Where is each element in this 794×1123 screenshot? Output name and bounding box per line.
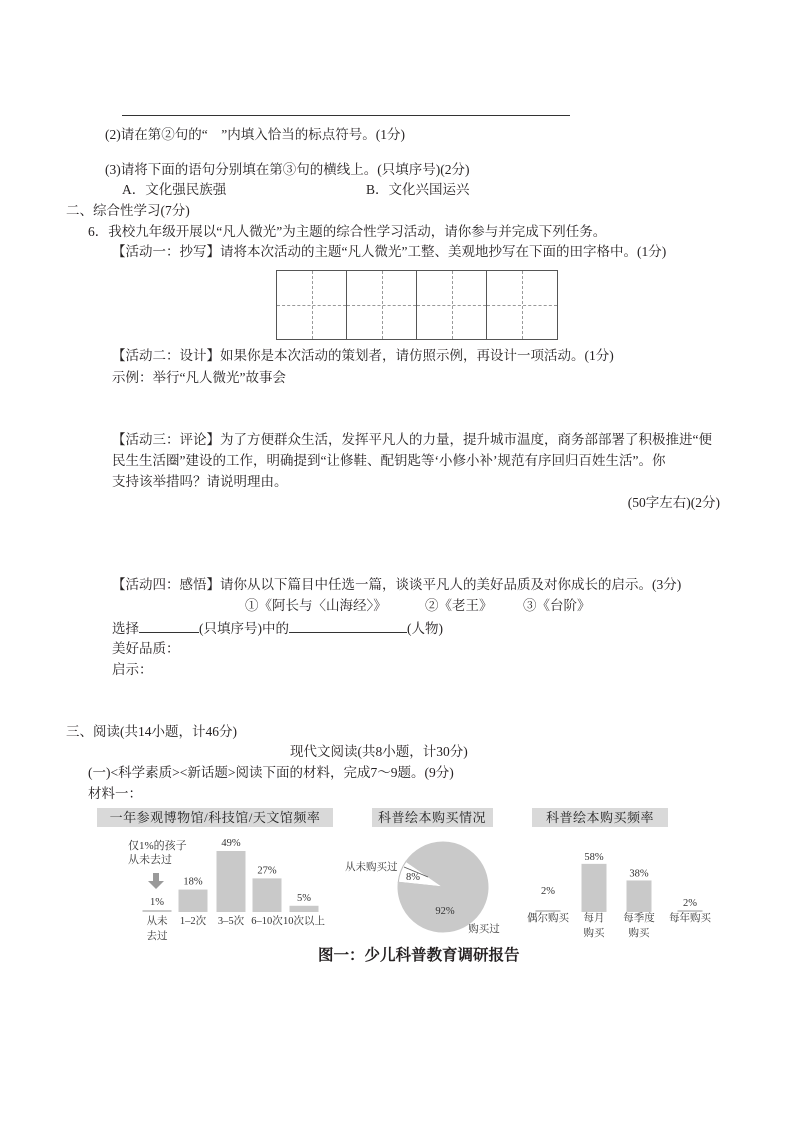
quality-label: 美好品质： — [112, 641, 180, 656]
grid-cell — [347, 271, 417, 339]
figure-caption: 图一：少儿科普教育调研报告 — [318, 947, 520, 964]
section-3-subheading: 现代文阅读(共8小题，计30分) — [290, 744, 468, 759]
grid-cell — [487, 271, 557, 339]
choose-prefix: 选择 — [112, 621, 139, 636]
frequency-category-label: 每月 — [583, 913, 605, 924]
visits-value-label: 27% — [257, 865, 277, 877]
frequency-value-label: 2% — [683, 898, 697, 909]
work-option: ③《台阶》 — [523, 598, 591, 613]
grid-cell — [417, 271, 487, 339]
frequency-category-label: 每季度 — [623, 913, 655, 924]
visits-note-line: 从未去过 — [128, 854, 172, 866]
activity-2-prompt: 【活动二：设计】如果你是本次活动的策划者，请仿照示例，再设计一项活动。(1分) — [112, 348, 614, 363]
visits-bar — [217, 851, 246, 912]
visits-category-label: 6–10次 — [251, 916, 283, 927]
frequency-bar — [678, 910, 703, 912]
down-arrow-icon — [148, 873, 164, 889]
pie-slice-label: 从未购买过 — [345, 862, 398, 873]
activity-1-prompt: 【活动一：抄写】请将本次活动的主题“凡人微光”工整、美观地抄写在下面的田字格中。(1分) — [112, 244, 667, 259]
material-label: 材料一： — [88, 786, 142, 801]
insight-label: 启示： — [112, 662, 153, 677]
question-6: 6．我校九年级开展以“凡人微光”为主题的综合性学习活动，请你参与并完成下列任务。 — [88, 224, 607, 239]
choose-line — [112, 620, 443, 637]
number-blank — [139, 620, 199, 633]
question-5-part-2: (2)请在第②句的“ ”内填入恰当的标点符号。(1分) — [105, 127, 405, 142]
pie-slice-label: 购买过 — [468, 924, 500, 935]
frequency-bar — [582, 864, 607, 912]
option-b: B．文化兴国运兴 — [366, 182, 470, 197]
answer-line — [122, 115, 570, 116]
frequency-bar — [536, 910, 561, 912]
section-2-heading: 二、综合性学习(7分) — [66, 203, 190, 218]
visits-value-label: 5% — [297, 892, 311, 904]
frequency-value-label: 2% — [541, 886, 555, 897]
activity-4-prompt: 【活动四：感悟】请你从以下篇目中任选一篇，谈谈平凡人的美好品质及对你成长的启示。(3分) — [112, 577, 682, 592]
section-3-heading: 三、阅读(共14小题，计46分) — [66, 724, 237, 739]
visits-bar — [290, 906, 319, 912]
visits-value-label: 49% — [221, 837, 241, 849]
purchase-frequency-chart-title: 科普绘本购买频率 — [545, 810, 655, 825]
pie-slice — [398, 842, 488, 932]
frequency-value-label: 58% — [584, 851, 604, 863]
choose-suffix: (人物) — [407, 621, 443, 636]
frequency-value-label: 38% — [629, 868, 649, 880]
pie-value-label: 8% — [406, 872, 420, 883]
frequency-category-label: 购买 — [628, 928, 650, 939]
visits-bar — [143, 910, 172, 912]
activity-3-line: 民生生活圈”建设的工作，明确提到“让修鞋、配钥匙等‘小修小补’规范有序回归百姓生活”。你 — [112, 453, 666, 468]
activity-3-line: 【活动三：评论】为了方便群众生活，发挥平凡人的力量，提升城市温度，商务部部署了积极推进“便 — [112, 432, 712, 447]
activity-3-score: (50字左右)(2分) — [627, 495, 720, 510]
frequency-bar — [627, 880, 652, 912]
visits-category-label: 10次以上 — [283, 916, 325, 927]
pie-value-label: 92% — [435, 906, 455, 917]
activity-3-line: 支持该举措吗？请说明理由。 — [112, 474, 288, 489]
question-5-part-3: (3)请将下面的语句分别填在第③句的横线上。(只填序号)(2分) — [105, 162, 470, 177]
activity-2-example: 示例：举行“凡人微光”故事会 — [112, 370, 286, 385]
reading-part-1-instructions: (一)<科学素质><新话题>阅读下面的材料，完成7～9题。(9分) — [88, 765, 454, 780]
option-a: A．文化强民族强 — [122, 182, 227, 197]
visits-note-line: 仅1%的孩子 — [128, 840, 187, 852]
visits-value-label: 18% — [183, 876, 203, 888]
work-option: ①《阿长与〈山海经〉》 — [245, 598, 387, 613]
choose-middle: (只填序号)中的 — [199, 621, 289, 636]
survey-figure — [0, 800, 794, 950]
frequency-category-label: 购买 — [583, 928, 605, 939]
visits-bar — [253, 878, 282, 912]
visits-category-label: 去过 — [146, 931, 168, 942]
tianzige-grid — [276, 270, 558, 340]
visits-category-label: 3–5次 — [217, 916, 245, 927]
person-blank — [289, 620, 407, 633]
frequency-category-label: 每年购买 — [669, 913, 711, 924]
grid-cell — [277, 271, 347, 339]
visits-category-label: 1–2次 — [179, 916, 207, 927]
visits-bar — [179, 890, 208, 912]
work-option: ②《老王》 — [425, 598, 493, 613]
visits-category-label: 从未 — [146, 916, 168, 927]
visits-chart-title: 一年参观博物馆/科技馆/天文馆频率 — [109, 810, 321, 825]
frequency-category-label: 偶尔购买 — [527, 913, 569, 924]
purchase-status-chart-title: 科普绘本购买情况 — [377, 810, 487, 825]
visits-value-label: 1% — [150, 897, 164, 908]
